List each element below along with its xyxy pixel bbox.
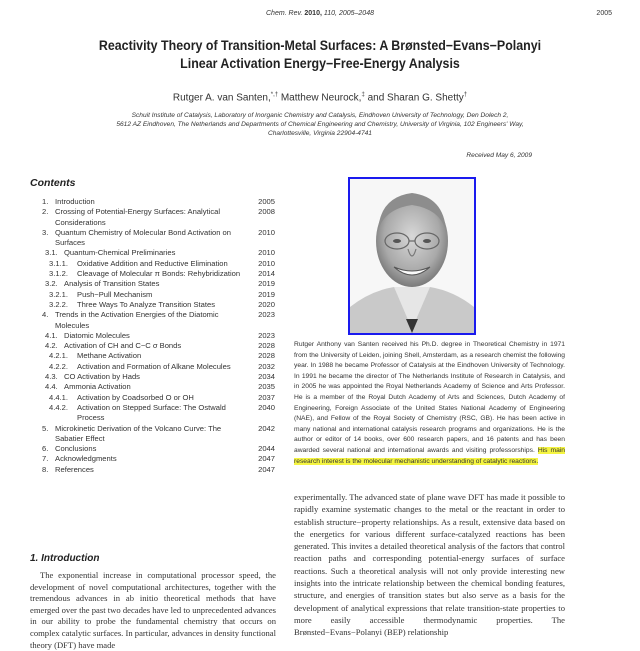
toc-entry-label [30, 341, 253, 351]
toc-entry-title[interactable]: Activation by Coadsorbed O or OH [77, 392, 194, 402]
toc-entry[interactable] [30, 269, 275, 279]
toc-entry-page: 2019 [258, 279, 275, 289]
toc-entry[interactable] [30, 444, 275, 454]
toc-entry-number: 3.2.1. [49, 289, 68, 299]
toc-entry-label [30, 279, 253, 289]
toc-entry-page: 2020 [258, 299, 275, 309]
toc-entry-title[interactable]: Quantum-Chemical Preliminaries [64, 248, 176, 258]
toc-entry-number: 4.1. [45, 330, 58, 340]
toc-entry-title[interactable]: Activation of CH and C−C σ Bonds [64, 341, 182, 351]
toc-entry-title[interactable]: Cleavage of Molecular π Bonds: Rehybridization [77, 269, 241, 279]
toc-entry-label [30, 310, 253, 331]
toc-entry-number: 4.4.2. [49, 402, 68, 412]
toc-entry-number: 3. [42, 227, 49, 237]
toc-entry-label [30, 351, 253, 361]
journal-year: 2010, [304, 10, 322, 17]
toc-entry-label [30, 362, 253, 372]
toc-entry-page: 2010 [258, 227, 275, 237]
toc-entry-number: 3.1.1. [49, 258, 68, 268]
toc-entry-number: 3.2. [45, 279, 58, 289]
toc-entry-title[interactable]: Diatomic Molecules [64, 330, 130, 340]
toc-entry-number: 1. [42, 197, 49, 206]
toc-entry[interactable] [30, 228, 275, 249]
toc-entry-page: 2010 [258, 258, 275, 268]
toc-entry-title[interactable]: Three Ways To Analyze Transition States [77, 299, 216, 309]
toc-entry[interactable] [30, 197, 275, 207]
author-photo [348, 177, 476, 335]
toc-entry-label [30, 454, 253, 464]
toc-entry[interactable] [30, 372, 275, 382]
toc-entry-page: 2014 [258, 269, 275, 279]
toc-entry[interactable] [30, 351, 275, 361]
biography-text: Rutger Anthony van Santen received his Ph.D. degree in Theoretical Chemistry in 1971 from the University of Leiden, joining Shell, Amsterdam, as a research chemist the following year. In 1988 he became Professor of Catalysis at the Eindhoven University of Technology. In 1991 he became the director of The Netherlands Institute of Research in Catalysis, and in 2005 he was appointed the Royal Netherlands Academy of Science and Arts Professor. He is a member of the Royal Dutch Academy of Arts and Sciences, Dutch Academy of Engineering, Foreign Associate of the United States National Academy of Engineering (NAE), and Fellow of the Royal Society of Chemistry (RSC, GB). He has been active in many national and international catalysis research programs and organizations. He is the author or editor of 14 books, over 600 research papers, and 16 patents and has been awarded several national and international awards and visiting professorships. [294, 341, 565, 454]
highlighted-research-interest: His main research interest is the molecular mechanistic understanding of catalytic reactions. [294, 446, 565, 465]
toc-entry-number: 6. [42, 444, 49, 454]
affiliation [20, 111, 620, 138]
toc-entry-title[interactable]: Push−Pull Mechanism [77, 289, 153, 299]
toc-entry-page: 2037 [258, 392, 275, 402]
toc-entry[interactable] [30, 300, 275, 310]
toc-entry[interactable] [30, 403, 275, 424]
title-line-1: Reactivity Theory of Transition-Metal Surfaces: A Brønsted−Evans−Polanyi [98, 38, 542, 53]
toc-entry-page: 2019 [258, 289, 275, 299]
toc-entry-label [30, 372, 253, 382]
toc-entry-number: 4. [42, 310, 49, 320]
affiliation-line-2: 5612 AZ Eindhoven, The Netherlands and Departments of Chemical Engineering and Chemistry, University of Virginia, 102 Engineers' Way, [116, 121, 524, 128]
page-number: 2005 [596, 10, 612, 17]
toc-entry-label [30, 300, 253, 310]
toc-entry-label [30, 444, 253, 454]
toc-entry-title[interactable]: Introduction [55, 197, 95, 206]
toc-entry-label [30, 197, 253, 207]
toc-entry-label [30, 382, 253, 392]
toc-entry-number: 7. [42, 454, 49, 464]
toc-entry-title[interactable]: Acknowledgments [55, 454, 117, 464]
toc-entry[interactable] [30, 248, 275, 258]
toc-entry[interactable] [30, 393, 275, 403]
toc-entry-title[interactable]: Quantum Chemistry of Molecular Bond Activation on Surfaces [55, 227, 232, 248]
toc-entry-page: 2034 [258, 372, 275, 382]
toc-entry-page: 2040 [258, 402, 275, 412]
toc-entry[interactable] [30, 465, 275, 475]
toc-entry-number: 4.4. [45, 382, 58, 392]
author-1[interactable]: Rutger A. van Santen, [172, 92, 271, 104]
affiliation-line-1: Schuit Institute of Catalysis, Laboratory of Inorganic Chemistry and Catalysis, Eindhoven University of Technology, Den Dolech 2, [131, 112, 509, 119]
toc-entry-number: 4.2.2. [49, 361, 68, 371]
toc-entry-number: 2. [42, 207, 49, 217]
toc-entry-label [30, 465, 253, 475]
toc-entry[interactable] [30, 382, 275, 392]
toc-entry-number: 4.4.1. [49, 392, 68, 402]
toc-entry-page: 2010 [258, 248, 275, 258]
toc-entry-page: 2035 [258, 382, 275, 392]
journal-citation [0, 10, 640, 17]
toc-entry-page: 2023 [258, 310, 275, 320]
toc-entry-page: 2023 [258, 330, 275, 340]
toc-entry[interactable] [30, 279, 275, 289]
toc-entry[interactable] [30, 331, 275, 341]
toc-entry-label [30, 248, 253, 258]
toc-entry-page: 2028 [258, 341, 275, 351]
toc-entry-title[interactable]: Analysis of Transition States [64, 279, 160, 289]
introduction-paragraph: The exponential increase in computational processor speed, the development of novel computational architectures, together with the tremendous advances in ab initio theoretical methods that have emerged over the past two decades have led to unprecedented advances in our ability to probe the fundamental chemistry that occurs on complex catalytic surfaces. In particular, advances in density functional theory (DFT) have made [30, 570, 276, 650]
toc-entry-title[interactable]: Activation on Stepped Surface: The Ostwald Process [77, 402, 226, 423]
title-line-2: Linear Activation Energy−Free-Energy Analysis [180, 56, 460, 71]
toc-entry[interactable] [30, 362, 275, 372]
table-of-contents [30, 197, 275, 475]
toc-entry-label [30, 259, 253, 269]
toc-entry-number: 4.2. [45, 341, 58, 351]
toc-entry-title[interactable]: CO Activation by Hads [64, 372, 140, 382]
author-2-marks: ‡ [361, 92, 365, 98]
body-paragraph-right: experimentally. The advanced state of plane wave DFT has made it possible to rapidly examine systematic changes to the metal or the reactant in order to establish structure−property relationships. As a result, extensive data based on the energetics for various different surface-catalyzed reactions has been generated. This invites a detailed theoretical analysis of the factors that control reaction paths and corresponding potential-energy surfaces of surface reactions. Such a theoretical analysis will not only provide interesting new insights into the intricate relationship between the chemical bonding features, structure, and energies of transition states but also serve as a basis for the development of analytical expressions that relate transition-state properties to more easily accessible thermodynamic properties. The Brønsted−Evans−Polanyi (BEP) relationship [294, 492, 565, 638]
toc-entry[interactable] [30, 310, 275, 331]
toc-entry-number: 4.2.1. [49, 351, 68, 361]
toc-entry-number: 8. [42, 464, 49, 474]
author-biography [294, 340, 565, 467]
journal-name: Chem. Rev. [266, 10, 303, 17]
toc-entry-label [30, 403, 253, 424]
toc-entry[interactable] [30, 290, 275, 300]
toc-entry-number: 5. [42, 423, 49, 433]
toc-entry-label [30, 290, 253, 300]
author-3-marks: † [463, 92, 468, 98]
toc-entry-page: 2044 [258, 444, 275, 454]
received-date: Received May 6, 2009 [466, 152, 532, 159]
toc-entry-label [30, 331, 253, 341]
journal-pages: 2005–2048 [338, 10, 374, 17]
toc-entry-title[interactable]: Conclusions [55, 444, 97, 454]
toc-entry-page: 2047 [258, 464, 275, 474]
toc-entry-title[interactable]: Methane Activation [77, 351, 142, 361]
toc-entry-label [30, 228, 253, 249]
toc-entry[interactable] [30, 454, 275, 464]
toc-entry[interactable] [30, 259, 275, 269]
affiliation-line-3: Charlottesville, Virginia 22904-4741 [268, 130, 372, 137]
introduction-heading: 1. Introduction [30, 553, 100, 564]
toc-entry-label [30, 393, 253, 403]
toc-entry[interactable] [30, 207, 275, 228]
toc-entry-page: 2047 [258, 454, 275, 464]
toc-entry-title[interactable]: Ammonia Activation [64, 382, 131, 392]
toc-entry-page: 2008 [258, 207, 275, 217]
paper-title [26, 37, 615, 73]
toc-entry-title[interactable]: Activation and Formation of Alkane Molecules [77, 361, 231, 371]
toc-entry[interactable] [30, 424, 275, 445]
author-1-marks: *,† [270, 92, 279, 98]
toc-entry-number: 4.3. [45, 372, 58, 382]
toc-entry-title[interactable]: Trends in the Activation Energies of the Diatomic Molecules [55, 310, 219, 330]
toc-entry-label [30, 207, 253, 228]
toc-entry-title[interactable]: Microkinetic Derivation of the Volcano Curve: The Sabatier Effect [55, 423, 222, 443]
toc-entry-label [30, 269, 253, 279]
toc-entry[interactable] [30, 341, 275, 351]
toc-entry-number: 3.1. [45, 248, 58, 258]
author-list [0, 92, 640, 103]
toc-entry-title[interactable]: Oxidative Addition and Reductive Elimination [77, 258, 228, 268]
toc-entry-title[interactable]: Crossing of Potential-Energy Surfaces: Analytical Considerations [55, 207, 221, 227]
toc-entry-page: 2032 [258, 361, 275, 371]
toc-entry-label [30, 424, 253, 445]
toc-entry-number: 3.2.2. [49, 299, 68, 309]
journal-volume: 110, [323, 10, 337, 17]
toc-entry-page: 2042 [258, 423, 275, 433]
author-3[interactable]: and Sharan G. Shetty [364, 92, 464, 104]
author-2[interactable]: Matthew Neurock, [278, 92, 362, 104]
toc-entry-page: 2005 [258, 197, 275, 206]
portrait-image [350, 179, 474, 333]
toc-entry-number: 3.1.2. [49, 269, 68, 279]
toc-entry-title[interactable]: References [55, 464, 94, 474]
contents-heading: Contents [30, 177, 76, 189]
toc-entry-page: 2028 [258, 351, 275, 361]
